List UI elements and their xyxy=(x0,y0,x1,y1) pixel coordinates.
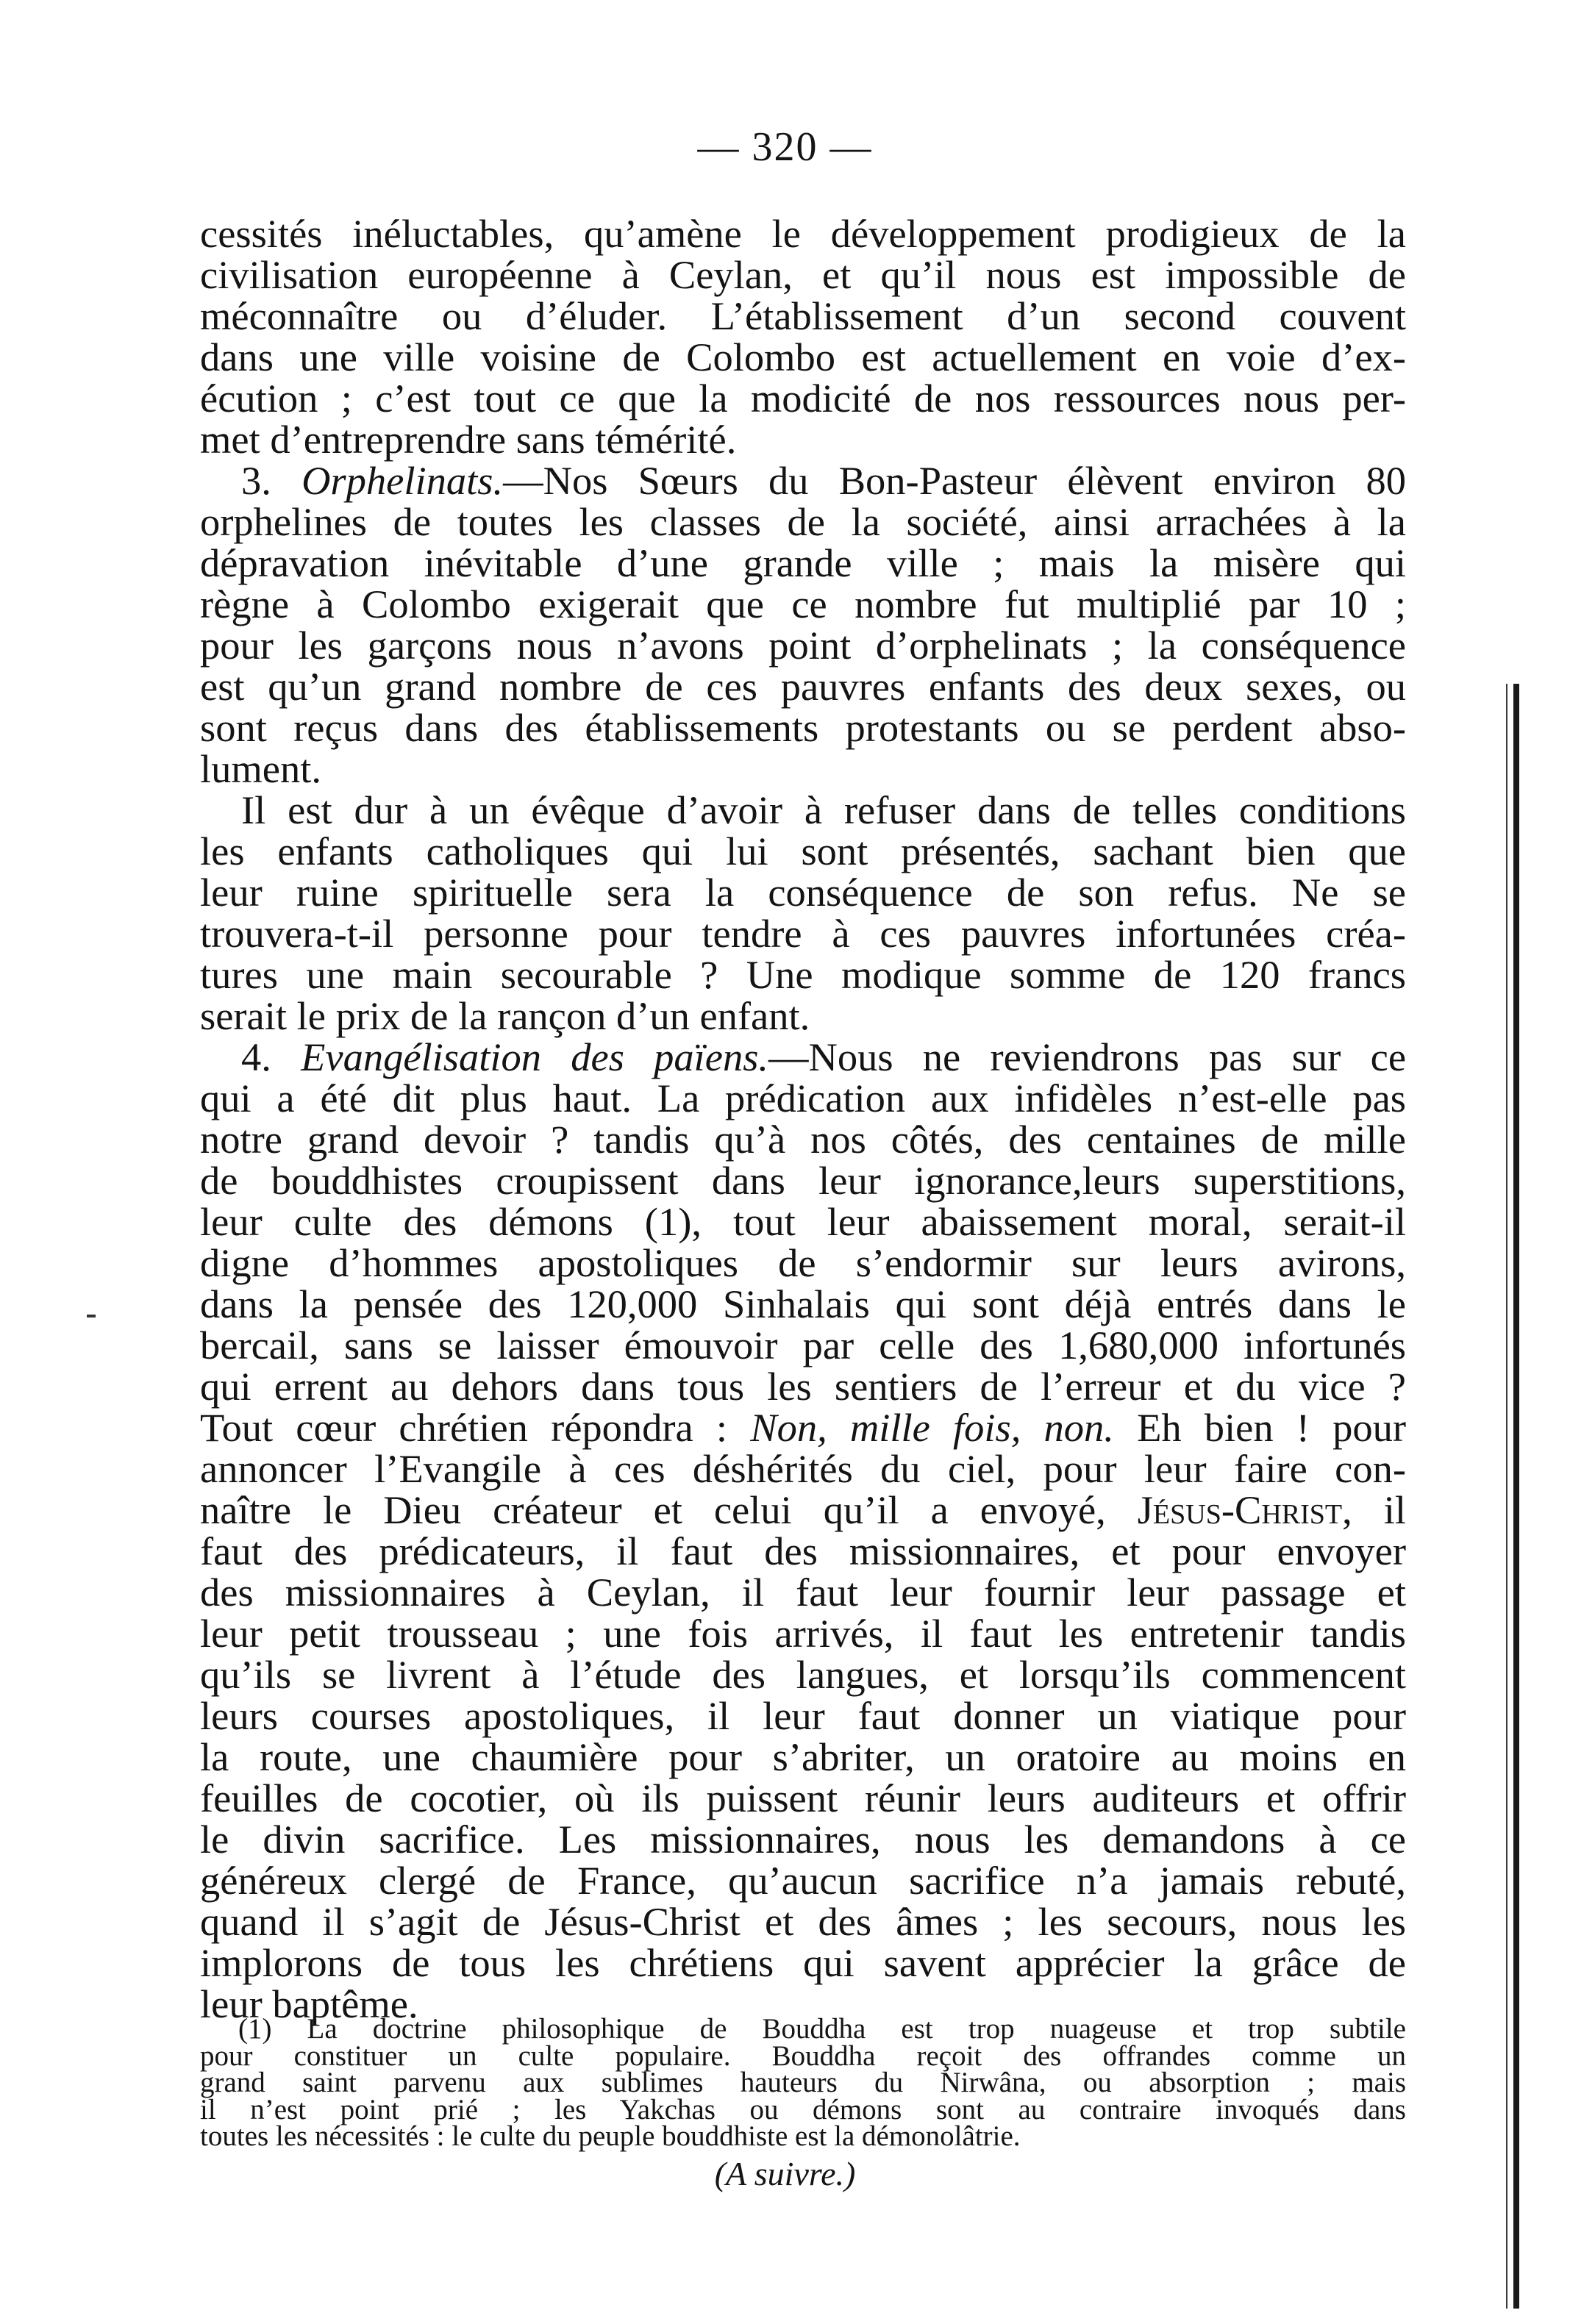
italic-segment: Orphelinats. xyxy=(301,458,504,503)
body-line: lument. xyxy=(200,746,321,791)
body-line: de bouddhistes croupissent dans leur ignorance,leurs superstitions, xyxy=(200,1158,1406,1203)
line-segment: 4. xyxy=(241,1034,301,1079)
body-line: bercail, sans se laisser émouvoir par celle des 1,680,000 infortunés xyxy=(200,1323,1406,1367)
footnote-line: grand saint parvenu aux sublimes hauteurs du Nirwâna, ou absorption ; mais xyxy=(200,2067,1406,2098)
body-line: annoncer l’Evangile à ces déshérités du ciel, pour leur faire con- xyxy=(200,1446,1406,1491)
margin-rule-thin xyxy=(1506,684,1507,2309)
body-line: civilisation européenne à Ceylan, et qu’il nous est impossible de xyxy=(200,252,1406,297)
line-segment: 3. xyxy=(241,458,302,503)
footnote-block xyxy=(200,2013,1406,2152)
body-line: feuilles de cocotier, où ils puissent réunir leurs auditeurs et offrir xyxy=(200,1776,1406,1820)
body-line: les enfants catholiques qui lui sont présentés, sachant bien que xyxy=(200,829,1406,873)
body-line: le divin sacrifice. Les missionnaires, nous les demandons à ce xyxy=(200,1817,1406,1862)
body-line: notre grand devoir ? tandis qu’à nos côtés, des centaines de mille xyxy=(200,1117,1406,1162)
body-line: méconnaître ou d’éluder. L’établissement d’un second couvent xyxy=(200,293,1406,338)
body-line: leur baptême. xyxy=(200,1981,418,2026)
line-segment: naître le Dieu créateur et celui qu’il a envoyé, xyxy=(200,1487,1138,1532)
body-line: tures une main secourable ? Une modique somme de 120 francs xyxy=(200,952,1406,997)
footnote-line: il n’est point prié ; les Yakchas ou démons sont au contraire invoqués dans xyxy=(200,2093,1406,2125)
body-line xyxy=(200,1487,1406,1532)
footnote-line: toutes les nécessités : le culte du peuple bouddhiste est la démonolâtrie. xyxy=(200,2120,1021,2152)
body-line: des missionnaires à Ceylan, il faut leur fournir leur passage et xyxy=(200,1570,1406,1615)
body-line xyxy=(200,1034,1407,1079)
body-line: sont reçus dans des établissements protestants ou se perdent abso- xyxy=(200,705,1406,750)
margin-mark xyxy=(87,1315,96,1317)
body-line: faut des prédicateurs, il faut des missionnaires, et pour envoyer xyxy=(200,1529,1406,1573)
body-line xyxy=(200,460,1406,501)
line-segment: , il xyxy=(1342,1487,1406,1532)
body-line: leur ruine spirituelle sera la conséquence de son refus. Ne se xyxy=(200,870,1406,915)
footnote-line: (1) La doctrine philosophique de Bouddha est trop nuageuse et trop subtile xyxy=(238,2013,1406,2045)
body-line: généreux clergé de France, qu’aucun sacrifice n’a jamais rebuté, xyxy=(200,1858,1406,1903)
line-segment: —Nos Sœurs du Bon-Pasteur élèvent environ 80 xyxy=(503,458,1407,503)
body-line: dans une ville voisine de Colombo est actuellement en voie d’ex- xyxy=(200,335,1406,379)
body-line: pour les garçons nous n’avons point d’orphelinats ; la conséquence xyxy=(200,623,1406,668)
body-line: qu’ils se livrent à l’étude des langues, et lorsqu’ils commencent xyxy=(200,1652,1406,1697)
body-line: implorons de tous les chrétiens qui savent apprécier la grâce de xyxy=(200,1940,1406,1985)
body-line: dépravation inévitable d’une grande ville ; mais la misère qui xyxy=(200,540,1406,585)
body-line: orphelines de toutes les classes de la société, ainsi arrachées à la xyxy=(200,499,1406,544)
page-number: — 320 — xyxy=(697,124,873,170)
body-line: qui a été dit plus haut. La prédication aux infidèles n’est-elle pas xyxy=(200,1076,1406,1120)
line-segment: Tout cœur chrétien répondra : xyxy=(200,1405,751,1450)
smallcaps-segment: Jésus-Christ xyxy=(1137,1487,1343,1532)
body-line xyxy=(200,1407,1406,1448)
italic-segment: Non, mille fois, non. xyxy=(750,1405,1114,1450)
body-line: leur petit trousseau ; une fois arrivés, il faut les entretenir tandis xyxy=(200,1611,1406,1656)
body-line: est qu’un grand nombre de ces pauvres enfants des deux sexes, ou xyxy=(200,664,1406,709)
continuation-note: (A suivre.) xyxy=(714,2155,856,2192)
body-line: digne d’hommes apostoliques de s’endormir sur leurs avirons, xyxy=(200,1240,1406,1285)
line-segment: —Nous ne reviendrons pas sur ce xyxy=(768,1034,1407,1079)
body-text xyxy=(200,213,1406,2025)
body-line: écution ; c’est tout ce que la modicité de nos ressources nous per- xyxy=(200,376,1406,421)
footnote-line: pour constituer un culte populaire. Bouddha reçoit des offrandes comme un xyxy=(200,2039,1406,2072)
italic-segment: Evangélisation des païens. xyxy=(301,1034,769,1079)
body-line: qui errent au dehors dans tous les sentiers de l’erreur et du vice ? xyxy=(200,1364,1406,1409)
body-line: Il est dur à un évêque d’avoir à refuser dans de telles conditions xyxy=(241,787,1406,832)
body-line: leur culte des démons (1), tout leur abaissement moral, serait-il xyxy=(200,1199,1406,1244)
body-line: la route, une chaumière pour s’abriter, un oratoire au moins en xyxy=(200,1734,1406,1779)
body-line: règne à Colombo exigerait que ce nombre fut multiplié par 10 ; xyxy=(200,582,1406,626)
body-line: leurs courses apostoliques, il leur faut donner un viatique pour xyxy=(200,1693,1406,1738)
margin-rule xyxy=(1513,684,1519,2309)
line-segment: Eh bien ! pour xyxy=(1113,1405,1406,1450)
body-line: serait le prix de la rançon d’un enfant. xyxy=(200,993,810,1038)
body-line: cessités inéluctables, qu’amène le développement prodigieux de la xyxy=(200,211,1406,256)
body-line: trouvera-t-il personne pour tendre à ces pauvres infortunées créa- xyxy=(200,911,1406,956)
body-line: dans la pensée des 120,000 Sinhalais qui sont déjà entrés dans le xyxy=(200,1281,1406,1326)
body-line: quand il s’agit de Jésus-Christ et des âmes ; les secours, nous les xyxy=(200,1899,1406,1944)
body-line: met d’entreprendre sans témérité. xyxy=(200,417,737,462)
